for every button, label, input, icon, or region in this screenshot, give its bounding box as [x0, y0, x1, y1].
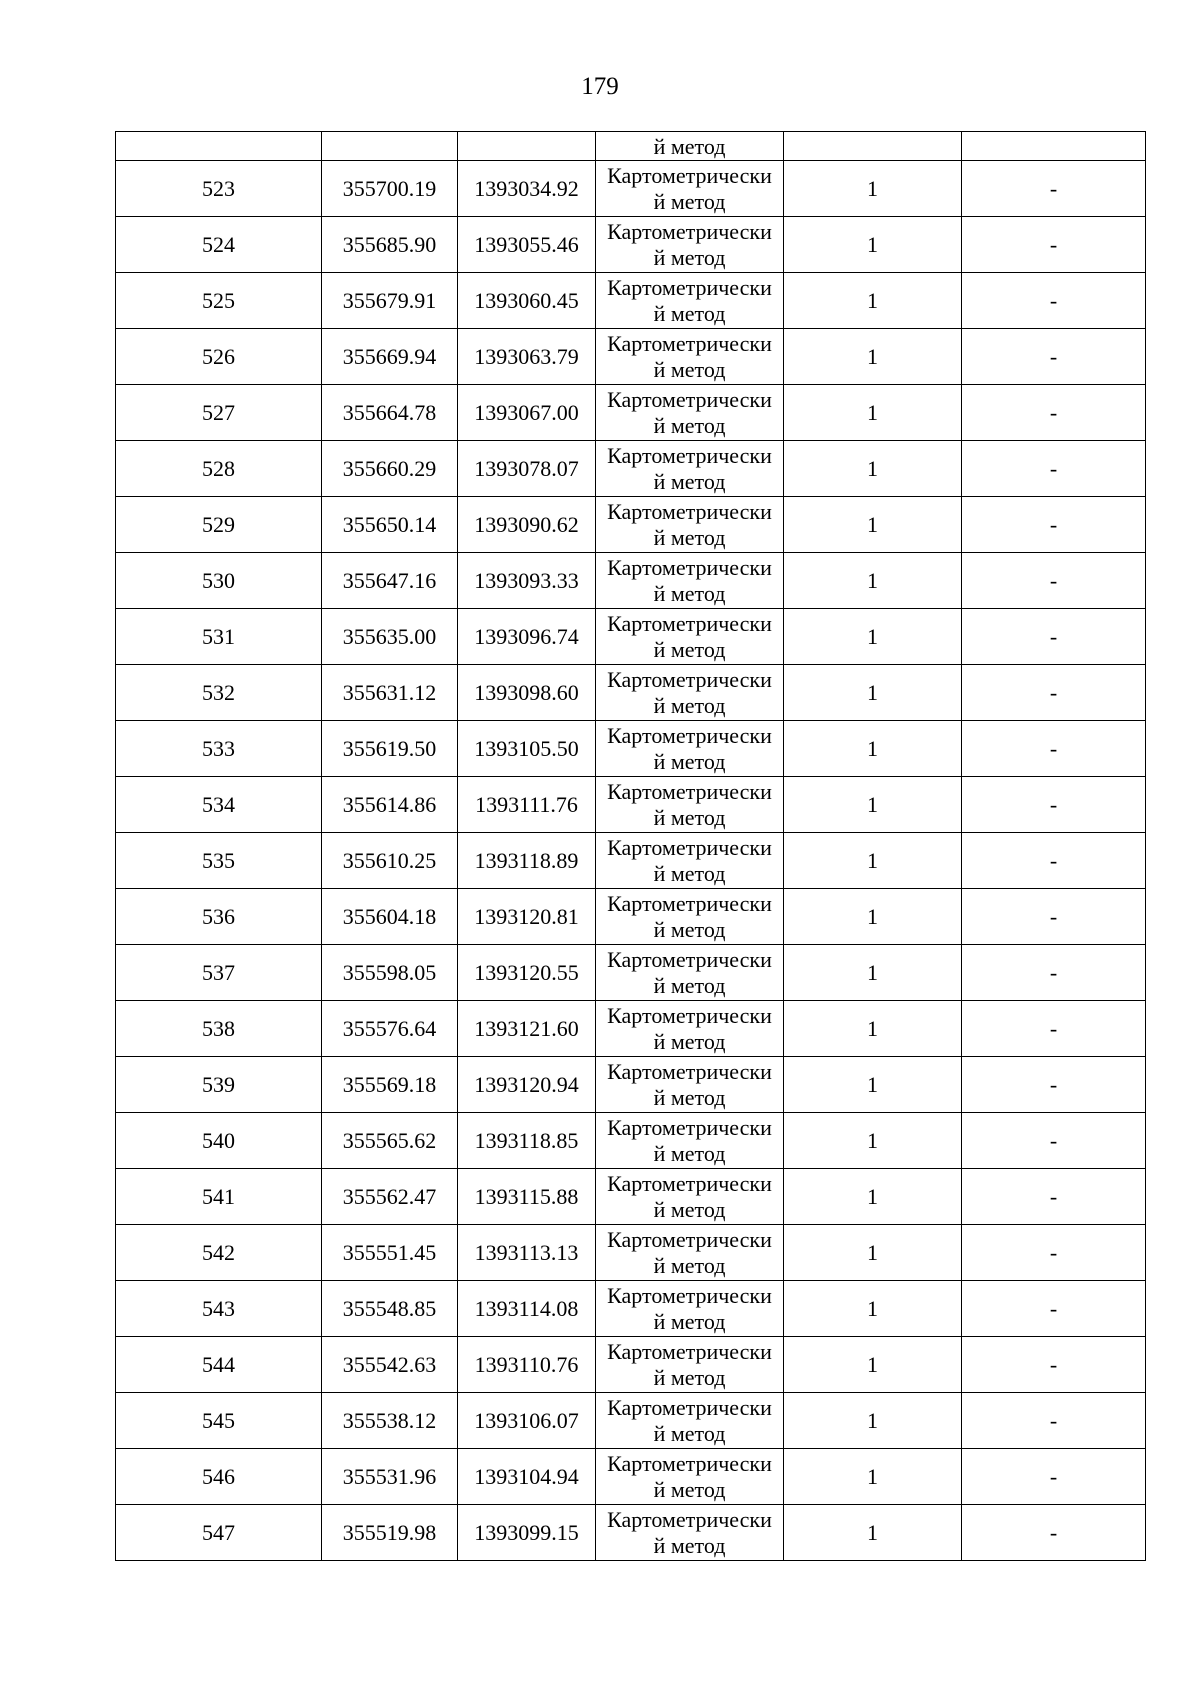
accuracy-cell: 1	[784, 1337, 962, 1393]
note-cell: -	[962, 385, 1146, 441]
note-cell: -	[962, 777, 1146, 833]
method-line-2: й метод	[653, 1084, 726, 1110]
method-cell	[596, 441, 784, 497]
method-line-1: Картометрически	[607, 330, 772, 356]
table-row	[116, 1225, 1146, 1281]
x-coordinate-cell: 355562.47	[322, 1169, 458, 1225]
y-coordinate-cell: 1393120.81	[458, 889, 596, 945]
x-coordinate-cell: 355598.05	[322, 945, 458, 1001]
x-coordinate-cell: 355664.78	[322, 385, 458, 441]
x-coordinate-cell	[322, 132, 458, 161]
note-cell: -	[962, 1113, 1146, 1169]
table-row	[116, 1001, 1146, 1057]
method-line-1: Картометрически	[607, 1170, 772, 1196]
note-cell: -	[962, 945, 1146, 1001]
method-line-1: Картометрически	[607, 1338, 772, 1364]
x-coordinate-cell: 355604.18	[322, 889, 458, 945]
table-row	[116, 1337, 1146, 1393]
coordinates-table-body	[116, 132, 1146, 1561]
note-cell: -	[962, 1393, 1146, 1449]
method-cell	[596, 1057, 784, 1113]
method-line-2: й метод	[653, 468, 726, 494]
method-cell	[596, 1001, 784, 1057]
table-row	[116, 1113, 1146, 1169]
method-line-2: й метод	[653, 692, 726, 718]
method-line-1: Картометрически	[607, 1450, 772, 1476]
method-cell	[596, 1449, 784, 1505]
accuracy-cell: 1	[784, 497, 962, 553]
y-coordinate-cell: 1393055.46	[458, 217, 596, 273]
x-coordinate-cell: 355610.25	[322, 833, 458, 889]
x-coordinate-cell: 355551.45	[322, 1225, 458, 1281]
method-cell	[596, 1281, 784, 1337]
method-cell	[596, 721, 784, 777]
accuracy-cell: 1	[784, 1281, 962, 1337]
y-coordinate-cell: 1393111.76	[458, 777, 596, 833]
accuracy-cell: 1	[784, 1449, 962, 1505]
method-line-2: й метод	[653, 1532, 726, 1558]
point-number-cell: 524	[116, 217, 322, 273]
point-number-cell: 541	[116, 1169, 322, 1225]
table-row	[116, 273, 1146, 329]
table-row	[116, 161, 1146, 217]
method-line-2: й метод	[653, 1364, 726, 1390]
method-line-1: Картометрически	[607, 386, 772, 412]
method-line-1: Картометрически	[607, 274, 772, 300]
method-line-2: й метод	[653, 1028, 726, 1054]
method-line-2: й метод	[653, 916, 726, 942]
y-coordinate-cell: 1393096.74	[458, 609, 596, 665]
table-row	[116, 1057, 1146, 1113]
table-row	[116, 777, 1146, 833]
y-coordinate-cell: 1393078.07	[458, 441, 596, 497]
method-cell	[596, 1113, 784, 1169]
accuracy-cell	[784, 132, 962, 161]
method-line-2: й метод	[653, 412, 726, 438]
x-coordinate-cell: 355700.19	[322, 161, 458, 217]
method-line-2: й метод	[653, 1252, 726, 1278]
point-number-cell: 544	[116, 1337, 322, 1393]
point-number-cell: 547	[116, 1505, 322, 1561]
method-cell	[596, 273, 784, 329]
y-coordinate-cell: 1393098.60	[458, 665, 596, 721]
x-coordinate-cell: 355542.63	[322, 1337, 458, 1393]
note-cell: -	[962, 1001, 1146, 1057]
x-coordinate-cell: 355565.62	[322, 1113, 458, 1169]
point-number-cell: 539	[116, 1057, 322, 1113]
accuracy-cell: 1	[784, 833, 962, 889]
x-coordinate-cell: 355619.50	[322, 721, 458, 777]
y-coordinate-cell: 1393104.94	[458, 1449, 596, 1505]
accuracy-cell: 1	[784, 161, 962, 217]
method-cell	[596, 609, 784, 665]
method-line-1: Картометрически	[607, 1002, 772, 1028]
note-cell: -	[962, 1449, 1146, 1505]
y-coordinate-cell: 1393067.00	[458, 385, 596, 441]
y-coordinate-cell: 1393120.94	[458, 1057, 596, 1113]
x-coordinate-cell: 355531.96	[322, 1449, 458, 1505]
note-cell: -	[962, 609, 1146, 665]
point-number-cell	[116, 132, 322, 161]
note-cell: -	[962, 721, 1146, 777]
method-line-1: Картометрически	[607, 666, 772, 692]
accuracy-cell: 1	[784, 1169, 962, 1225]
method-cell	[596, 217, 784, 273]
accuracy-cell: 1	[784, 385, 962, 441]
method-line-2: й метод	[653, 244, 726, 270]
method-line-1: Картометрически	[607, 722, 772, 748]
x-coordinate-cell: 355685.90	[322, 217, 458, 273]
point-number-cell: 536	[116, 889, 322, 945]
method-line-2: й метод	[653, 748, 726, 774]
note-cell: -	[962, 1505, 1146, 1561]
point-number-cell: 537	[116, 945, 322, 1001]
method-line-2: й метод	[653, 972, 726, 998]
table-row	[116, 217, 1146, 273]
point-number-cell: 542	[116, 1225, 322, 1281]
method-line-2: й метод	[653, 580, 726, 606]
y-coordinate-cell: 1393113.13	[458, 1225, 596, 1281]
method-cell	[596, 329, 784, 385]
accuracy-cell: 1	[784, 665, 962, 721]
coordinates-table	[115, 131, 1146, 1561]
y-coordinate-cell: 1393114.08	[458, 1281, 596, 1337]
y-coordinate-cell: 1393034.92	[458, 161, 596, 217]
method-line-2: й метод	[653, 1140, 726, 1166]
y-coordinate-cell: 1393099.15	[458, 1505, 596, 1561]
accuracy-cell: 1	[784, 1001, 962, 1057]
method-cell	[596, 1505, 784, 1561]
note-cell: -	[962, 1057, 1146, 1113]
point-number-cell: 528	[116, 441, 322, 497]
accuracy-cell: 1	[784, 1113, 962, 1169]
method-line-1: Картометрически	[607, 218, 772, 244]
method-cell	[596, 385, 784, 441]
method-line-1: Картометрически	[607, 890, 772, 916]
method-cell	[596, 553, 784, 609]
method-line-2: й метод	[653, 1420, 726, 1446]
method-line-1: Картометрически	[607, 442, 772, 468]
table-row	[116, 441, 1146, 497]
accuracy-cell: 1	[784, 553, 962, 609]
method-line-1: Картометрически	[607, 162, 772, 188]
y-coordinate-cell: 1393110.76	[458, 1337, 596, 1393]
y-coordinate-cell: 1393063.79	[458, 329, 596, 385]
note-cell: -	[962, 161, 1146, 217]
method-line-1: Картометрически	[607, 1394, 772, 1420]
method-line-2: й метод	[653, 1476, 726, 1502]
point-number-cell: 525	[116, 273, 322, 329]
method-line-2: й метод	[653, 356, 726, 382]
point-number-cell: 543	[116, 1281, 322, 1337]
point-number-cell: 526	[116, 329, 322, 385]
method-line-2: й метод	[653, 636, 726, 662]
note-cell: -	[962, 833, 1146, 889]
accuracy-cell: 1	[784, 441, 962, 497]
method-cell	[596, 945, 784, 1001]
x-coordinate-cell: 355576.64	[322, 1001, 458, 1057]
accuracy-cell: 1	[784, 1057, 962, 1113]
point-number-cell: 534	[116, 777, 322, 833]
table-row	[116, 553, 1146, 609]
table-row	[116, 1449, 1146, 1505]
y-coordinate-cell: 1393118.89	[458, 833, 596, 889]
method-line-2: й метод	[653, 134, 726, 159]
accuracy-cell: 1	[784, 609, 962, 665]
y-coordinate-cell: 1393090.62	[458, 497, 596, 553]
accuracy-cell: 1	[784, 1225, 962, 1281]
method-cell	[596, 665, 784, 721]
table-row	[116, 1281, 1146, 1337]
method-line-1: Картометрически	[607, 946, 772, 972]
point-number-cell: 535	[116, 833, 322, 889]
accuracy-cell: 1	[784, 329, 962, 385]
x-coordinate-cell: 355660.29	[322, 441, 458, 497]
note-cell: -	[962, 497, 1146, 553]
note-cell: -	[962, 553, 1146, 609]
y-coordinate-cell: 1393105.50	[458, 721, 596, 777]
table-row	[116, 721, 1146, 777]
method-line-2: й метод	[653, 1308, 726, 1334]
method-line-2: й метод	[653, 1196, 726, 1222]
continuation-row	[116, 132, 1146, 161]
point-number-cell: 540	[116, 1113, 322, 1169]
table-row	[116, 609, 1146, 665]
method-line-2: й метод	[653, 524, 726, 550]
method-cell	[596, 1169, 784, 1225]
accuracy-cell: 1	[784, 1393, 962, 1449]
method-line-1: Картометрически	[607, 610, 772, 636]
method-line-1: Картометрически	[607, 1282, 772, 1308]
x-coordinate-cell: 355614.86	[322, 777, 458, 833]
note-cell: -	[962, 1169, 1146, 1225]
point-number-cell: 529	[116, 497, 322, 553]
y-coordinate-cell: 1393121.60	[458, 1001, 596, 1057]
note-cell: -	[962, 273, 1146, 329]
method-line-2: й метод	[653, 188, 726, 214]
method-line-1: Картометрически	[607, 1506, 772, 1532]
method-cell	[596, 132, 784, 161]
method-line-1: Картометрически	[607, 554, 772, 580]
y-coordinate-cell: 1393120.55	[458, 945, 596, 1001]
method-cell	[596, 889, 784, 945]
method-line-1: Картометрически	[607, 1226, 772, 1252]
table-row	[116, 889, 1146, 945]
accuracy-cell: 1	[784, 945, 962, 1001]
x-coordinate-cell: 355569.18	[322, 1057, 458, 1113]
y-coordinate-cell: 1393106.07	[458, 1393, 596, 1449]
table-row	[116, 329, 1146, 385]
table-row	[116, 1505, 1146, 1561]
x-coordinate-cell: 355679.91	[322, 273, 458, 329]
accuracy-cell: 1	[784, 1505, 962, 1561]
x-coordinate-cell: 355538.12	[322, 1393, 458, 1449]
x-coordinate-cell: 355548.85	[322, 1281, 458, 1337]
note-cell: -	[962, 665, 1146, 721]
x-coordinate-cell: 355650.14	[322, 497, 458, 553]
accuracy-cell: 1	[784, 273, 962, 329]
page-number: 179	[581, 73, 619, 100]
table-row	[116, 945, 1146, 1001]
method-line-2: й метод	[653, 804, 726, 830]
note-cell: -	[962, 217, 1146, 273]
method-cell	[596, 497, 784, 553]
point-number-cell: 545	[116, 1393, 322, 1449]
table-row	[116, 497, 1146, 553]
table-row	[116, 1393, 1146, 1449]
x-coordinate-cell: 355519.98	[322, 1505, 458, 1561]
point-number-cell: 530	[116, 553, 322, 609]
method-cell	[596, 833, 784, 889]
note-cell: -	[962, 1281, 1146, 1337]
point-number-cell: 523	[116, 161, 322, 217]
point-number-cell: 531	[116, 609, 322, 665]
note-cell	[962, 132, 1146, 161]
x-coordinate-cell: 355647.16	[322, 553, 458, 609]
point-number-cell: 532	[116, 665, 322, 721]
method-cell	[596, 161, 784, 217]
point-number-cell: 527	[116, 385, 322, 441]
method-cell	[596, 777, 784, 833]
method-line-1: Картометрически	[607, 1114, 772, 1140]
method-line-1: Картометрически	[607, 834, 772, 860]
accuracy-cell: 1	[784, 889, 962, 945]
table-row	[116, 665, 1146, 721]
method-cell	[596, 1337, 784, 1393]
method-line-1: Картометрически	[607, 778, 772, 804]
accuracy-cell: 1	[784, 777, 962, 833]
y-coordinate-cell	[458, 132, 596, 161]
accuracy-cell: 1	[784, 721, 962, 777]
note-cell: -	[962, 889, 1146, 945]
x-coordinate-cell: 355669.94	[322, 329, 458, 385]
method-cell	[596, 1225, 784, 1281]
method-line-2: й метод	[653, 300, 726, 326]
note-cell: -	[962, 1225, 1146, 1281]
table-row	[116, 833, 1146, 889]
point-number-cell: 546	[116, 1449, 322, 1505]
note-cell: -	[962, 1337, 1146, 1393]
method-cell	[596, 1393, 784, 1449]
method-line-1: Картометрически	[607, 498, 772, 524]
y-coordinate-cell: 1393118.85	[458, 1113, 596, 1169]
table-row	[116, 385, 1146, 441]
y-coordinate-cell: 1393060.45	[458, 273, 596, 329]
method-line-1: Картометрически	[607, 1058, 772, 1084]
y-coordinate-cell: 1393093.33	[458, 553, 596, 609]
point-number-cell: 533	[116, 721, 322, 777]
accuracy-cell: 1	[784, 217, 962, 273]
note-cell: -	[962, 441, 1146, 497]
point-number-cell: 538	[116, 1001, 322, 1057]
table-row	[116, 1169, 1146, 1225]
x-coordinate-cell: 355635.00	[322, 609, 458, 665]
x-coordinate-cell: 355631.12	[322, 665, 458, 721]
method-line-2: й метод	[653, 860, 726, 886]
note-cell: -	[962, 329, 1146, 385]
y-coordinate-cell: 1393115.88	[458, 1169, 596, 1225]
